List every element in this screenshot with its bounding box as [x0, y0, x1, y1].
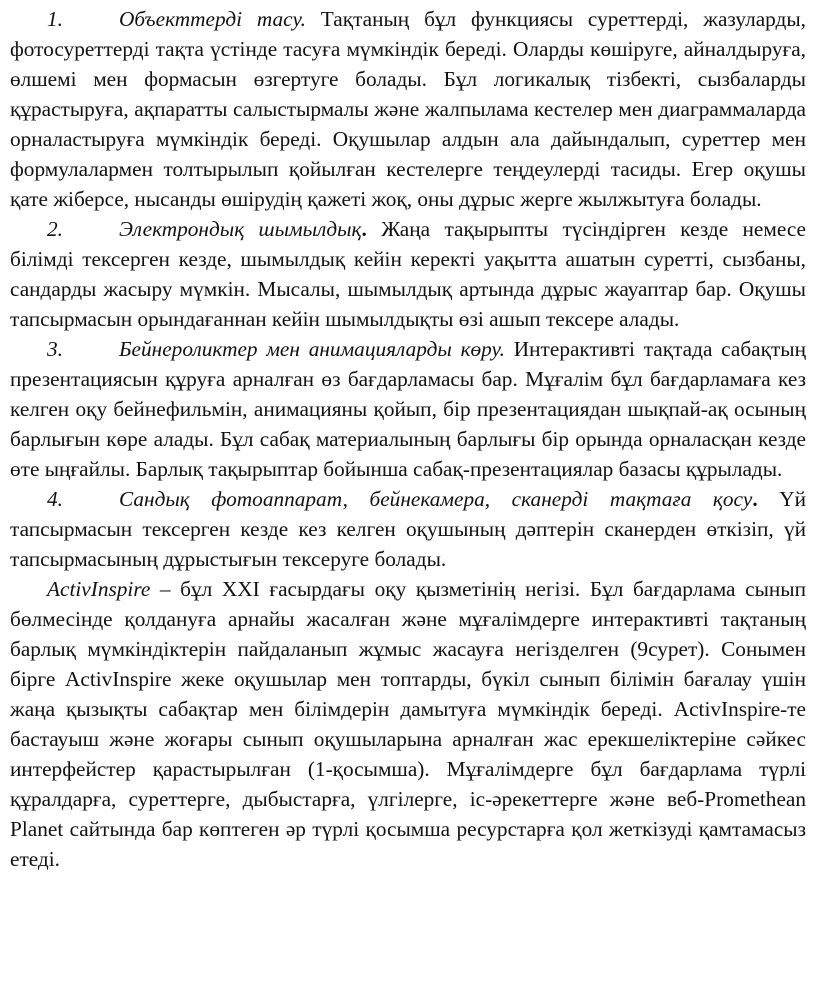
list-item-3	[10, 334, 806, 484]
list-item-title: Бейнероликтер мен анимацияларды көру.	[119, 337, 505, 361]
list-item-2	[10, 214, 806, 334]
paragraph-body: – бұл XXI ғасырдағы оқу қызметінің негізі. Бұл бағдарлама сынып бөлмесінде қолдануға арнайы жасалған және мұғалімдерге интерактивті тақтаның барлық мүмкіндіктерін пайдаланып жұмыс жасауға негізделген (9сурет). Сонымен бірге ActivInspire жеке оқушылар мен топтарды, бүкіл сынып білімін бағалау үшін жаңа қызықты сабақтар мен білімдерін дамытуға мүмкіндік береді. ActivInspire-те бастауыш және жоғары сынып оқушыларына арналған жас ерекшеліктеріне сәйкес интерфейстер қарастырылған (1-қосымша). Мұғалімдерге бұл бағдарлама түрлі құралдарға, суреттерге, дыбыстарға, үлгілерге, іс-әрекеттерге және веб-Promethean Planet сайтында бар көптеген әр түрлі қосымша ресурстарға қол жеткізуді қамтамасыз етеді.	[10, 577, 806, 871]
paragraph-title: ActivInspire	[47, 577, 151, 601]
list-item-separator: .	[361, 217, 382, 241]
list-item-body: Интерактивті тақтада сабақтың презентациясын құруға арналған өз бағдарламасы бар. Мұғалім бұл бағдарламаға кез келген оқу бейнефильмін, анимацияны қойып, бір презентациядан шықпай-ақ осының барлығын көре алады. Бұл сабақ материалының барлығы бір орында орналасқан кезде өте ыңғайлы. Барлық тақырыптар бойынша сабақ-презентациялар базасы құрылады.	[10, 337, 806, 481]
list-item-body: Жаңа тақырыпты түсіндірген кезде немесе білімді тексерген кезде, шымылдық кейін керекті уақытта ашатын суретті, сызбаны, сандарды жасыру мүмкін. Мысалы, шымылдық артында дұрыс жауаптар бар. Оқушы тапсырмасын орындағаннан кейін шымылдықты өзі ашып тексере алады.	[10, 217, 807, 331]
list-item-1	[10, 4, 806, 214]
list-item-number: 1.	[47, 7, 63, 31]
list-item-number: 2.	[47, 217, 63, 241]
list-item-separator	[505, 337, 514, 361]
list-item-number: 3.	[47, 337, 63, 361]
list-item-title: Сандық фотоаппарат, бейнекамера, сканерді тақтаға қосу	[119, 487, 753, 511]
list-item-separator	[306, 7, 321, 31]
list-item-title: Объекттерді тасу.	[119, 7, 306, 31]
activinspire-paragraph	[10, 574, 806, 874]
list-item-4	[10, 484, 806, 574]
list-item-body: Үй тапсырмасын тексерген кезде кез келген оқушының дәптерін сканерден өткізіп, үй тапсырмасының дұрыстығын тексеруге болады.	[10, 487, 806, 571]
list-item-body: Тақтаның бұл функциясы суреттерді, жазуларды, фотосуреттерді тақта үстінде тасуға мүмкіндік береді. Оларды көшіруге, айналдыруға, өлшемі мен формасын өзгертуге болады. Бұл логикалық тізбекті, сызбаларды құрастыруға, ақпаратты салыстырмалы және жалпылама кестелер мен диаграммаларда орналастыруға мүмкіндік береді. Оқушылар алдын ала дайындалып, суреттер мен формулалармен толтырылып қойылған кестелерге теңдеулерді тасиды. Егер оқушы қате жіберсе, нысанды өшірудің қажеті жоқ, оны дұрыс жерге жылжытуға болады.	[10, 7, 806, 211]
list-item-number: 4.	[47, 487, 63, 511]
list-item-separator: .	[752, 487, 780, 511]
list-item-title: Электрондық шымылдық	[119, 217, 362, 241]
